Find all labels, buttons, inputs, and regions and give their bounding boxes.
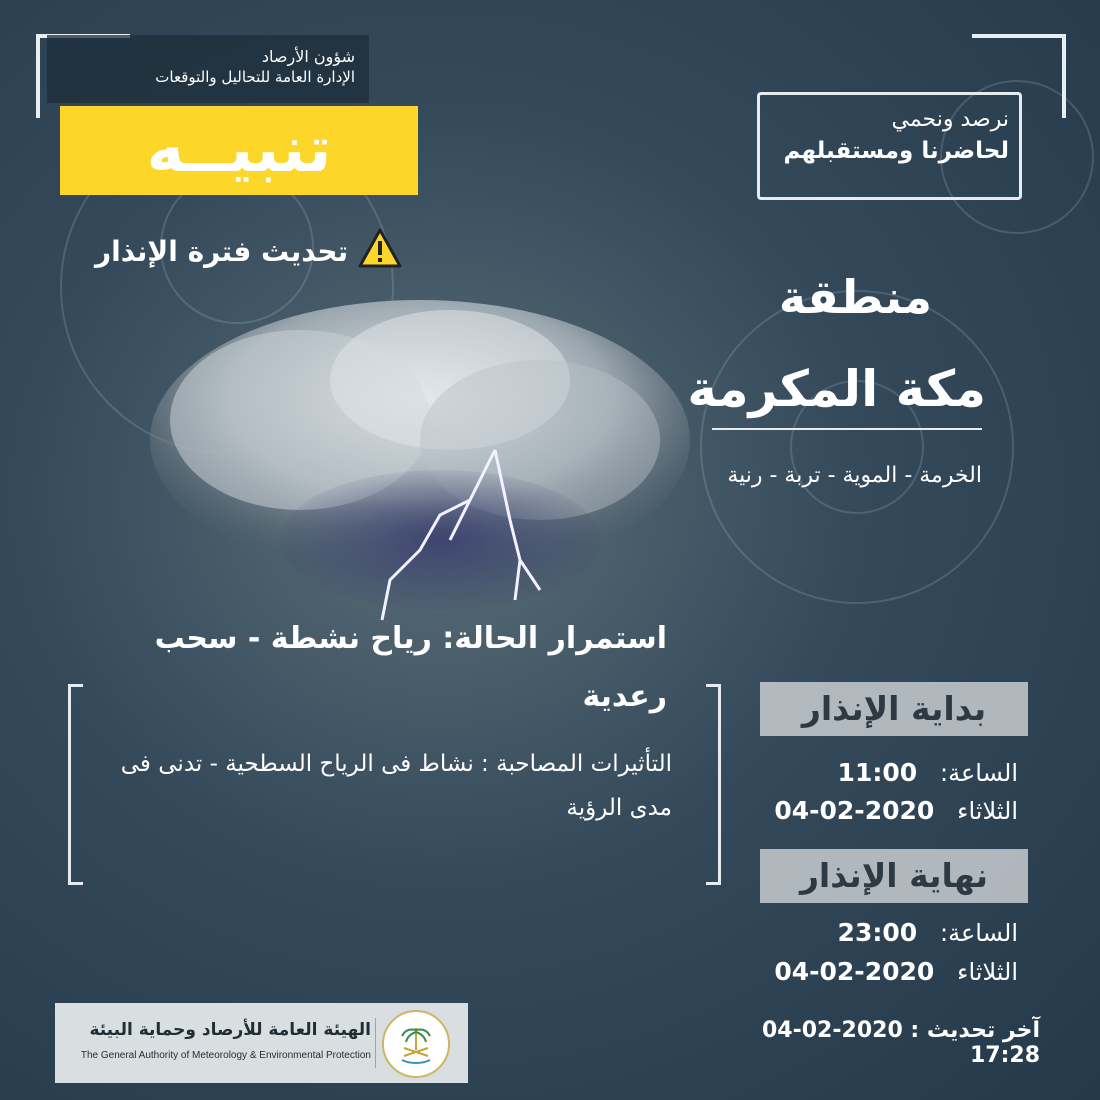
warning-triangle-icon <box>358 228 402 275</box>
region-divider <box>712 428 982 430</box>
warning-end-date: 2020-02-04 <box>774 957 935 986</box>
department-name: شؤون الأرصاد <box>261 47 355 66</box>
warning-end-time: 23:00 <box>837 918 918 947</box>
status-text: استمرار الحالة: رياح نشطة - سحب رعدية <box>154 621 667 714</box>
warning-start-date: 2020-02-04 <box>774 796 935 825</box>
warning-start-day: الثلاثاء <box>957 797 1018 825</box>
region-name: مكة المكرمة <box>687 360 986 418</box>
warning-start-date-row <box>750 796 1018 825</box>
last-update-label: آخر تحديث : <box>910 1018 1040 1043</box>
authority-name-ar: الهيئة العامة للأرصاد وحماية البيئة <box>89 1020 371 1040</box>
warning-start-label: بداية الإنذار <box>760 682 1028 736</box>
warning-end-date-row <box>750 957 1018 986</box>
logo-separator <box>375 1018 376 1068</box>
effects-text: التأثيرات المصاحبة : نشاط فى الرياح السطحية - تدنى فى مدى الرؤية <box>120 751 672 821</box>
region-places: الخرمة - الموية - تربة - رنية <box>727 463 982 488</box>
update-title-text: تحديث فترة الإنذار <box>95 235 349 268</box>
department-header <box>47 35 369 103</box>
authority-logo <box>55 1003 468 1083</box>
warning-end-time-label: الساعة: <box>940 919 1018 947</box>
palm-swords-emblem-icon <box>382 1010 450 1078</box>
warning-start-time-label: الساعة: <box>940 759 1018 787</box>
department-division: الإدارة العامة للتحاليل والتوقعات <box>155 68 355 86</box>
warning-start-time: 11:00 <box>837 758 918 787</box>
update-title <box>95 228 415 275</box>
slogan-line-1: نرصد ونحمي <box>891 107 1009 132</box>
alert-badge: تنبيــه <box>60 106 418 195</box>
last-update <box>700 1018 1040 1068</box>
warning-end-time-row <box>750 918 1018 947</box>
region-label: منطقة <box>778 270 932 324</box>
warning-end-day: الثلاثاء <box>957 958 1018 986</box>
authority-name-en: The General Authority of Meteorology & Environmental Protection <box>80 1050 371 1061</box>
slogan-box <box>757 92 1022 200</box>
bracket-left <box>68 684 83 885</box>
slogan-line-2: لحاضرنا ومستقبلهم <box>783 138 1009 164</box>
last-update-value: 2020-02-04 17:28 <box>761 1018 1040 1068</box>
warning-end-label: نهاية الإنذار <box>760 849 1028 903</box>
bracket-right <box>706 684 721 885</box>
warning-start-time-row <box>750 758 1018 787</box>
